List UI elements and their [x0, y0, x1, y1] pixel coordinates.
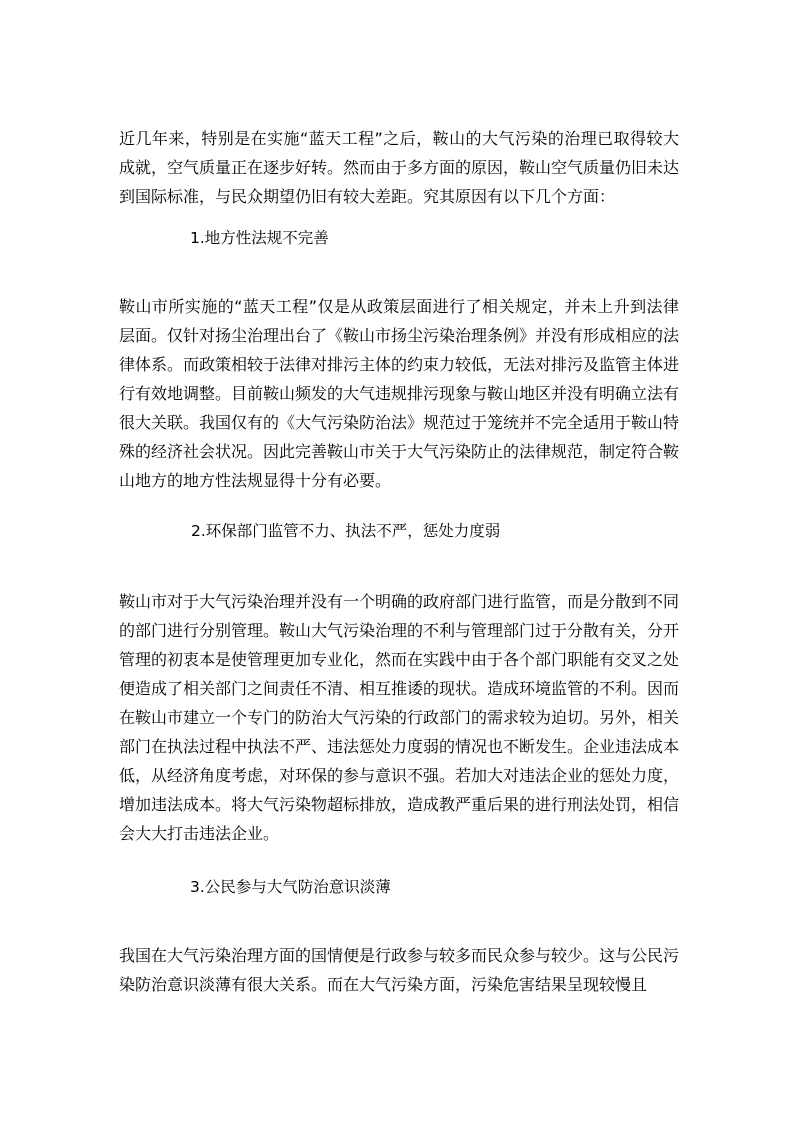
intro-paragraph: 近几年来，特别是在实施“蓝天工程”之后，鞍山的大气污染的治理已取得较大成就，空气质量正在逐步好转。然而由于多方面的原因，鞍山空气质量仍旧未达到国际标准，与民众期望仍旧有较大差距。究其原因有以下几个方面： [119, 129, 680, 206]
section-heading-1: 1.地方性法规不完善 [190, 229, 329, 247]
section-1-paragraph: 鞍山市所实施的“蓝天工程”仅是从政策层面进行了相关规定，并未上升到法律层面。仅针对扬尘治理出台了《鞍山市扬尘污染治理条例》并没有形成相应的法律体系。而政策相较于法律对排污主体的约束力较低，无法对排污及监管主体进行有效地调整。目前鞍山频发的大气违规排污现象与鞍山地区并没有明确立法有很大关联。我国仅有的《大气污染防治法》规范过于笼统并不完全适用于鞍山特殊的经济社会状况。因此完善鞍山市关于大气污染防止的法律规范，制定符合鞍山地方的地方性法规显得十分有必要。 [119, 297, 680, 490]
section-3-paragraph: 我国在大气污染治理方面的国情便是行政参与较多而民众参与较少。这与公民污染防治意识淡薄有很大关系。而在大气污染方面，污染危害结果呈现较慢且 [119, 946, 680, 994]
section-2-paragraph: 鞍山市对于大气污染治理并没有一个明确的政府部门进行监管，而是分散到不同的部门进行分别管理。鞍山大气污染治理的不利与管理部门过于分散有关，分开管理的初衷本是使管理更加专业化，然而在实践中由于各个部门职能有交叉之处便造成了相关部门之间责任不清、相互推诿的现状。造成环境监管的不利。因而在鞍山市建立一个专门的防治大气污染的行政部门的需求较为迫切。另外，相关部门在执法过程中执法不严、违法惩处力度弱的情况也不断发生。企业违法成本低，从经济角度考虑，对环保的参与意识不强。若加大对违法企业的惩处力度，增加违法成本。将大气污染物超标排放，造成教严重后果的进行刑法处罚，相信会大大打击违法企业。 [119, 592, 680, 843]
section-heading-3: 3.公民参与大气防治意识淡薄 [190, 878, 391, 896]
section-heading-2: 2.环保部门监管不力、执法不严，惩处力度弱 [191, 522, 501, 540]
